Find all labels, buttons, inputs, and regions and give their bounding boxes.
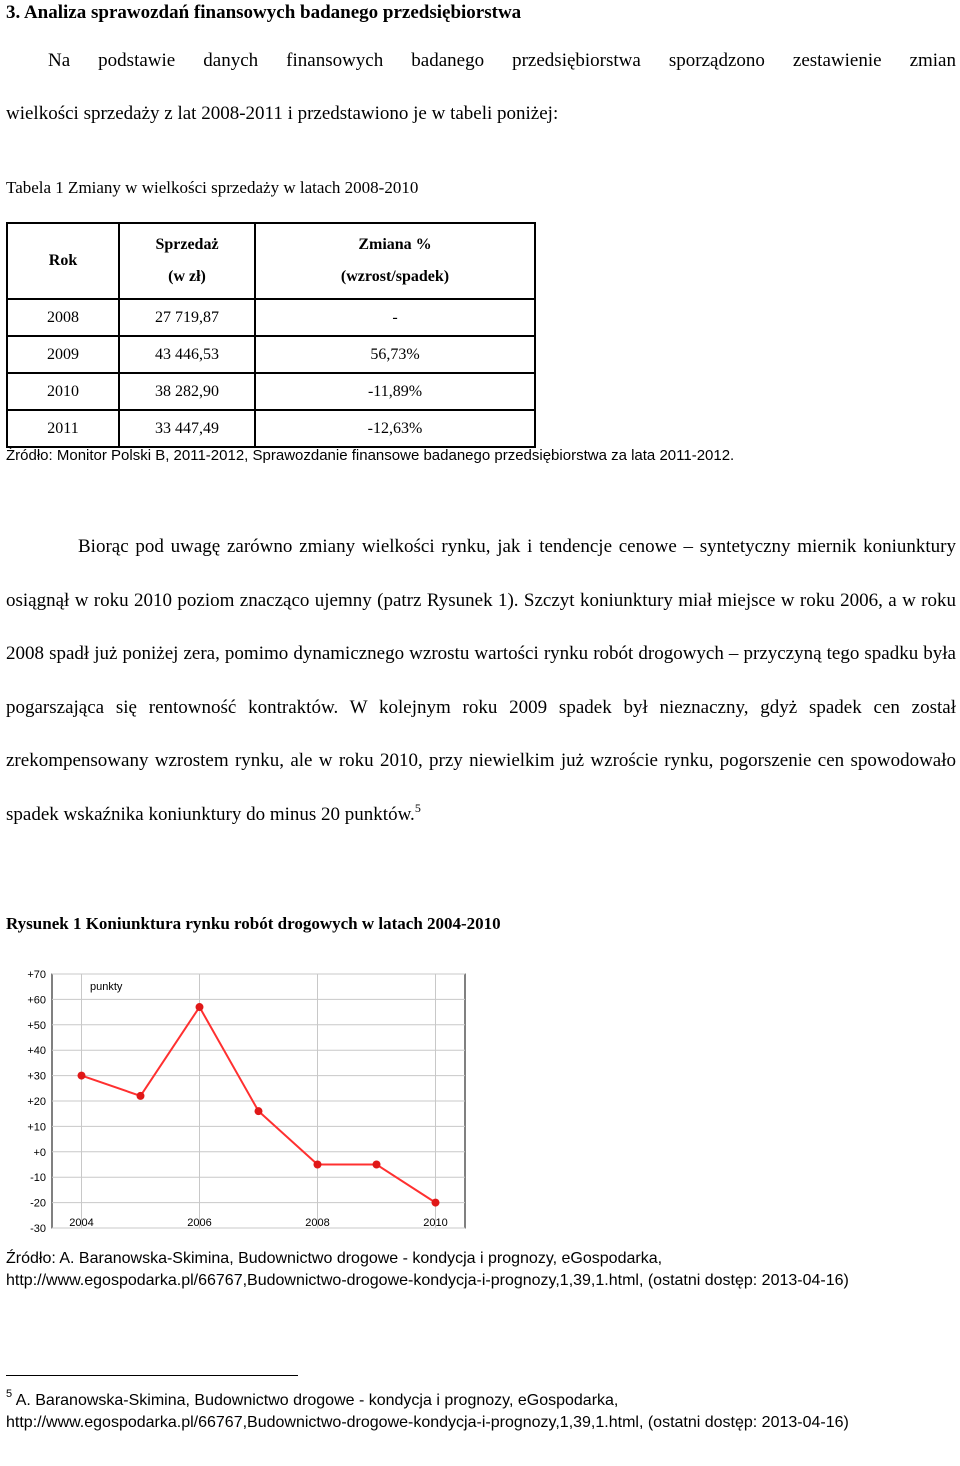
cell-change: - <box>255 299 535 336</box>
x-tick-label: 2004 <box>69 1217 94 1229</box>
cell-year: 2008 <box>7 299 119 336</box>
y-tick-label: +50 <box>27 1019 46 1032</box>
x-tick-label: 2008 <box>305 1217 330 1229</box>
y-tick-label: +60 <box>27 994 46 1007</box>
footnote-number: 5 <box>6 1388 13 1400</box>
section-heading: 3. Analiza sprawozdań finansowych badanego przedsiębiorstwa <box>6 2 522 23</box>
table-row <box>7 336 535 373</box>
header-sales-line1: Sprzedaż <box>155 236 219 253</box>
cell-change: -12,63% <box>255 410 535 447</box>
cell-year: 2011 <box>7 410 119 447</box>
figure-caption: Rysunek 1 Koniunktura rynku robót drogowych w latach 2004-2010 <box>6 914 501 933</box>
data-point <box>314 1161 322 1169</box>
data-point <box>78 1072 86 1080</box>
table-row <box>7 299 535 336</box>
footnote-ref: 5 <box>414 800 421 815</box>
y-tick-label: +70 <box>27 969 46 981</box>
data-point <box>373 1161 381 1169</box>
header-sales-line2: (w zł) <box>168 268 206 285</box>
footnote-separator <box>6 1375 298 1376</box>
cell-year: 2010 <box>7 373 119 410</box>
y-tick-label: +10 <box>27 1121 46 1134</box>
y-tick-label: -20 <box>30 1197 46 1210</box>
y-tick-label: +40 <box>27 1045 46 1058</box>
chart-legend-label: punkty <box>90 981 123 993</box>
data-point <box>255 1107 263 1115</box>
footnote-text: A. Baranowska-Skimina, Budownictwo drogowe - kondycja i prognozy, eGospodarka, http://www.egospodarka.pl/66767,Budownictwo-drogowe-kondycja-i-prognozy,1,39,1.html, (ostatni dostęp: 2013-04-16) <box>6 1392 849 1431</box>
header-change <box>255 223 535 299</box>
header-sales <box>119 223 255 299</box>
body-paragraph <box>6 520 956 841</box>
intro-line-2: wielkości sprzedaży z lat 2008-2011 i przedstawiono je w tabeli poniżej: <box>6 103 559 124</box>
header-change-line2: (wzrost/spadek) <box>340 268 450 285</box>
intro-line-1: Na podstawie danych finansowych badanego przedsiębiorstwa sporządzono zestawienie zmian <box>48 50 956 71</box>
cell-sales: 33 447,49 <box>119 410 255 447</box>
y-axis-ticks <box>27 969 46 1235</box>
body-paragraph-text: Biorąc pod uwagę zarówno zmiany wielkości rynku, jak i tendencje cenowe – syntetyczny miernik koniunktury osiągnął w roku 2010 poziom znacząco ujemny (patrz Rysunek 1). Szczyt koniunktury miał miejsce w roku 2006, a w roku 2008 spadł już poniżej zera, pomimo dynamicznego wzrostu wartości rynku robót drogowych – przyczyną tego spadku była pogarszająca się rentowność kontraktów. W kolejnym roku 2009 spadek był nieznaczny, gdyż spadek cen został zrekompensowany wzrostem rynku, ale w roku 2010, przy niewielkim już wzroście rynku, pogorszenie cen spowodowało spadek wskaźnika koniunktury do minus 20 punktów. <box>6 536 956 825</box>
table-source: Źródło: Monitor Polski B, 2011-2012, Sprawozdanie finansowe badanego przedsiębiorstwa za lata 2011-2012. <box>6 447 735 464</box>
data-point <box>137 1092 145 1100</box>
cell-sales: 43 446,53 <box>119 336 255 373</box>
cell-sales: 27 719,87 <box>119 299 255 336</box>
y-tick-label: +30 <box>27 1070 46 1083</box>
x-tick-label: 2006 <box>187 1217 212 1229</box>
cell-change: -11,89% <box>255 373 535 410</box>
cell-year: 2009 <box>7 336 119 373</box>
y-tick-label: -10 <box>30 1172 46 1185</box>
cell-sales: 38 282,90 <box>119 373 255 410</box>
header-change-line1: Zmiana % <box>358 236 432 253</box>
x-tick-label: 2010 <box>423 1217 448 1229</box>
koniunktura-chart <box>10 960 470 1235</box>
table-header-row <box>7 223 535 299</box>
y-tick-label: +0 <box>33 1146 46 1159</box>
figure-source: Źródło: A. Baranowska-Skimina, Budownictwo drogowe - kondycja i prognozy, eGospodarka, http://www.egospodarka.pl/66767,Budownictwo-drogowe-kondycja-i-prognozy,1,39,1.html, (ostatni dostęp: 2013-04-16) <box>6 1250 849 1289</box>
chart-grid <box>52 974 465 1228</box>
header-year: Rok <box>7 223 119 299</box>
data-point <box>432 1199 440 1207</box>
y-tick-label: +20 <box>27 1096 46 1108</box>
footnote <box>6 1390 956 1434</box>
cell-change: 56,73% <box>255 336 535 373</box>
table-row <box>7 410 535 447</box>
table-caption: Tabela 1 Zmiany w wielkości sprzedaży w latach 2008-2010 <box>6 178 419 197</box>
data-point <box>196 1003 204 1011</box>
sales-table <box>6 222 536 448</box>
y-tick-label: -30 <box>30 1223 46 1235</box>
table-row <box>7 373 535 410</box>
